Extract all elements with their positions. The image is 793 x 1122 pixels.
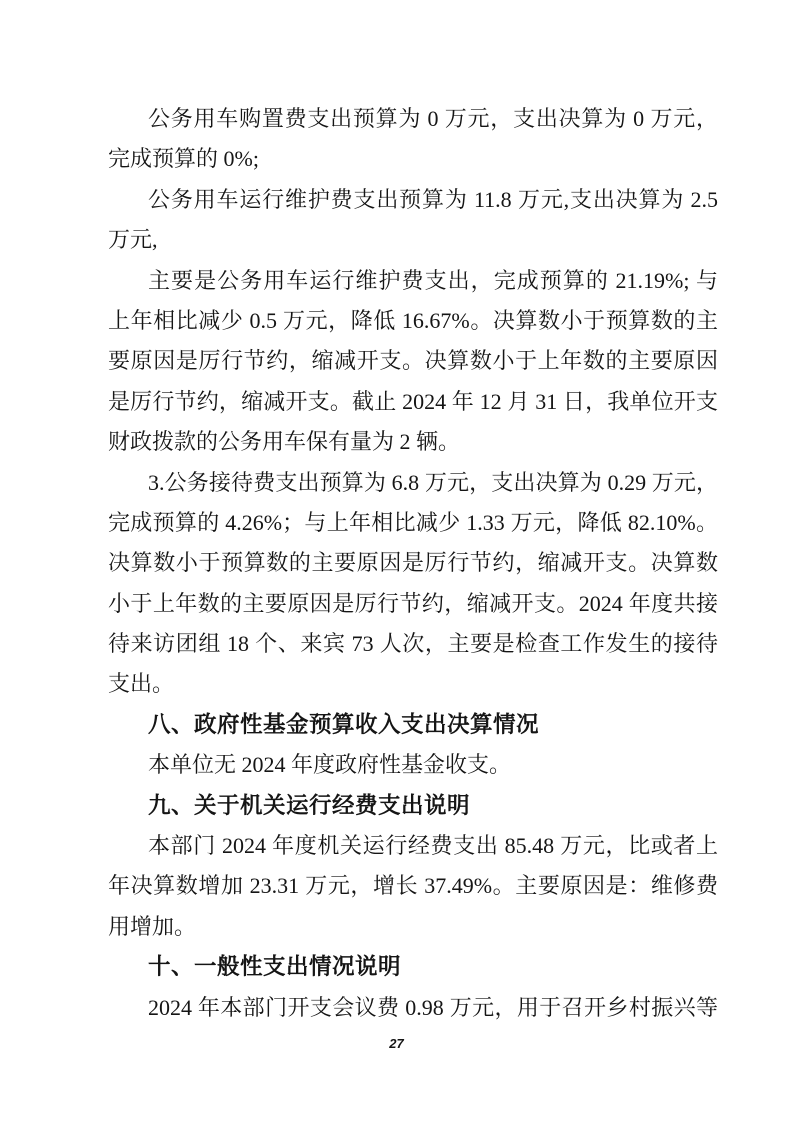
heading-section-8-gov-fund: 八、政府性基金预算收入支出决算情况	[148, 711, 540, 737]
line-maintenance-detail-2: 上年相比减少 0.5 万元，降低 16.67%。决算数小于预算数的主	[108, 307, 718, 333]
line-operating-expense-1: 本部门 2024 年度机关运行经费支出 85.48 万元，比或者上	[148, 833, 718, 859]
page-number: 27	[389, 1036, 404, 1051]
line-vehicle-purchase-2: 完成预算的 0%;	[108, 146, 259, 172]
line-gov-fund-note: 本单位无 2024 年度政府性基金收支。	[148, 752, 512, 778]
line-reception-expense-5: 待来访团组 18 个、来宾 73 人次，主要是检查工作发生的接待	[108, 631, 718, 657]
line-reception-expense-2: 完成预算的 4.26%；与上年相比减少 1.33 万元，降低 82.10%。	[108, 509, 718, 535]
document-body	[108, 99, 718, 1028]
line-maintenance-detail-4: 是厉行节约，缩减开支。截止 2024 年 12 月 31 日，我单位开支	[108, 388, 718, 414]
line-reception-expense-1: 3.公务接待费支出预算为 6.8 万元，支出决算为 0.29 万元，	[148, 469, 718, 495]
heading-section-10-general-expense: 十、一般性支出情况说明	[148, 954, 402, 980]
line-reception-expense-4: 小于上年数的主要原因是厉行节约，缩减开支。2024 年度共接	[108, 590, 718, 616]
line-vehicle-purchase-1: 公务用车购置费支出预算为 0 万元，支出决算为 0 万元，	[148, 106, 718, 131]
line-operating-expense-3: 用增加。	[108, 913, 197, 939]
line-maintenance-detail-1: 主要是公务用车运行维护费支出，完成预算的 21.19%; 与	[148, 267, 718, 293]
line-maintenance-detail-3: 要原因是厉行节约，缩减开支。决算数小于上年数的主要原因	[108, 348, 718, 374]
heading-section-9-operating-expense: 九、关于机关运行经费支出说明	[148, 792, 471, 818]
line-reception-expense-6: 支出。	[108, 671, 175, 697]
line-maintenance-detail-5: 财政拨款的公务用车保有量为 2 辆。	[108, 429, 461, 455]
line-general-expense-1: 2024 年本部门开支会议费 0.98 万元，用于召开乡村振兴等	[148, 994, 718, 1020]
line-vehicle-maintenance-2: 万元,	[108, 227, 158, 253]
line-reception-expense-3: 决算数小于预算数的主要原因是厉行节约，缩减开支。决算数	[108, 550, 718, 576]
line-operating-expense-2: 年决算数增加 23.31 万元，增长 37.49%。主要原因是：维修费	[108, 873, 718, 899]
line-vehicle-maintenance-1: 公务用车运行维护费支出预算为 11.8 万元,支出决算为 2.5	[148, 186, 718, 212]
